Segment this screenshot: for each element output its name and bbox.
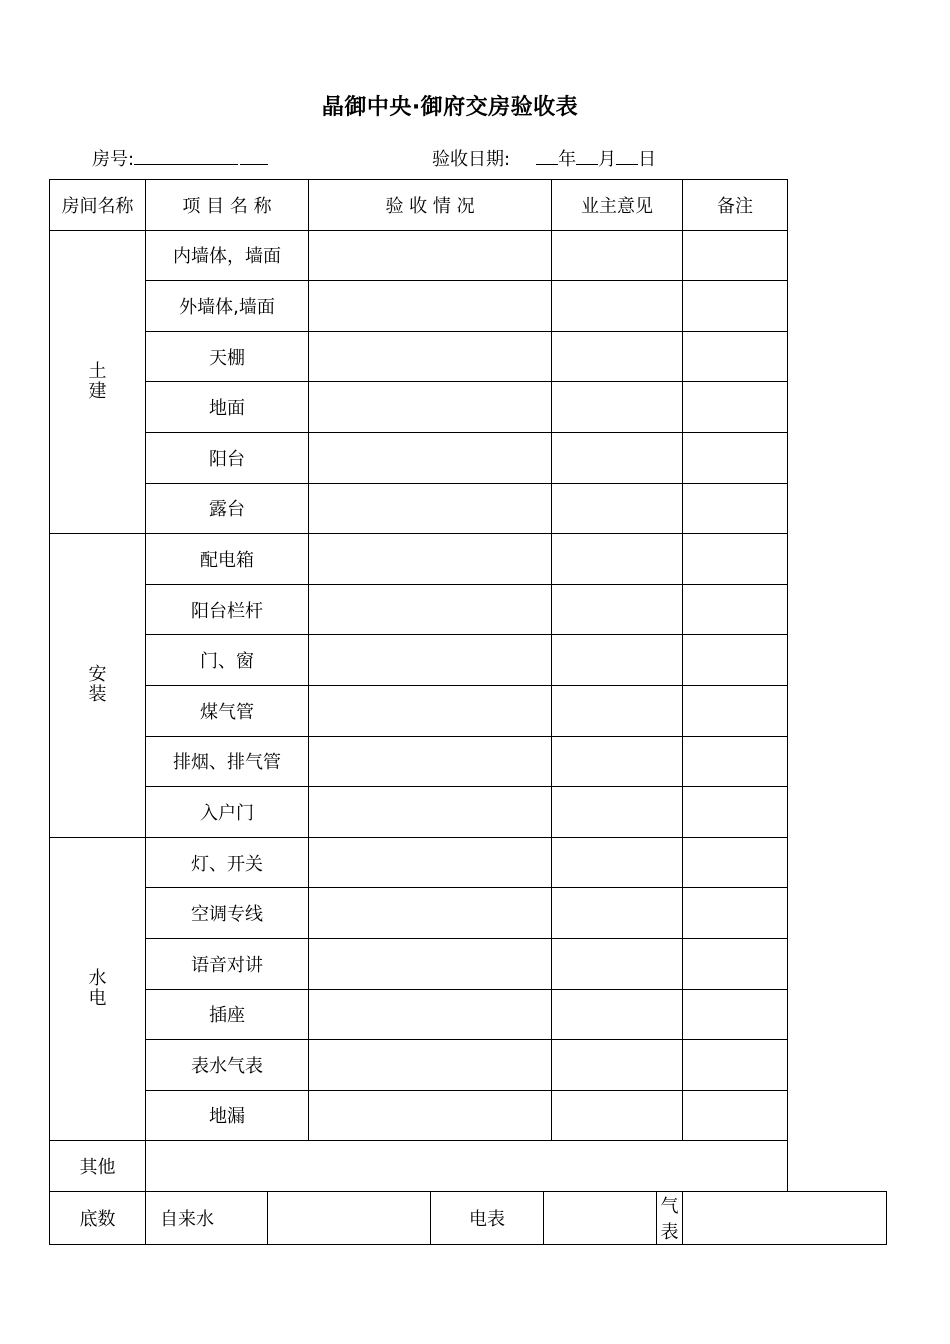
owner-opinion-cell[interactable] bbox=[552, 989, 683, 1040]
table-row bbox=[50, 382, 887, 433]
remarks-cell[interactable] bbox=[683, 1040, 788, 1091]
owner-opinion-cell[interactable] bbox=[552, 331, 683, 382]
owner-opinion-cell[interactable] bbox=[552, 584, 683, 635]
remarks-cell[interactable] bbox=[683, 432, 788, 483]
header-row bbox=[50, 180, 887, 231]
table-row bbox=[50, 230, 887, 281]
table-row bbox=[50, 534, 887, 585]
section-name-char: 电 bbox=[88, 988, 107, 1009]
remarks-cell[interactable] bbox=[683, 584, 788, 635]
table-row bbox=[50, 432, 887, 483]
inspection-table bbox=[49, 179, 887, 1245]
month-label: 月 bbox=[598, 149, 617, 170]
header-owner-opinion: 业主意见 bbox=[552, 180, 683, 231]
item-name: 排烟、排气管 bbox=[146, 736, 309, 787]
owner-opinion-cell[interactable] bbox=[552, 382, 683, 433]
page-title: 晶御中央·御府交房验收表 bbox=[321, 95, 579, 120]
inspection-cell[interactable] bbox=[309, 989, 552, 1040]
item-name: 空调专线 bbox=[146, 888, 309, 939]
owner-opinion-cell[interactable] bbox=[552, 281, 683, 332]
item-name: 天棚 bbox=[146, 331, 309, 382]
section-name-char: 土 bbox=[88, 360, 107, 382]
section-name-char: 建 bbox=[88, 380, 107, 402]
section-name bbox=[50, 837, 146, 1141]
other-cell[interactable] bbox=[146, 1141, 788, 1192]
inspection-cell[interactable] bbox=[309, 736, 552, 787]
inspection-cell[interactable] bbox=[309, 837, 552, 888]
item-name: 插座 bbox=[146, 989, 309, 1040]
owner-opinion-cell[interactable] bbox=[552, 534, 683, 585]
item-name: 阳台栏杆 bbox=[146, 584, 309, 635]
month-blank[interactable] bbox=[576, 146, 598, 165]
header-room-name: 房间名称 bbox=[50, 180, 146, 231]
meter-label: 底数 bbox=[50, 1191, 146, 1244]
water-meter-label: 自来水 bbox=[146, 1191, 268, 1244]
header-remarks: 备注 bbox=[683, 180, 788, 231]
remarks-cell[interactable] bbox=[683, 483, 788, 534]
table-row bbox=[50, 635, 887, 686]
owner-opinion-cell[interactable] bbox=[552, 787, 683, 838]
item-name: 外墙体,墙面 bbox=[146, 281, 309, 332]
gas-meter-label: 气表 bbox=[657, 1191, 683, 1244]
room-number-blank[interactable] bbox=[134, 146, 238, 165]
item-name: 灯、开关 bbox=[146, 837, 309, 888]
item-name: 语音对讲 bbox=[146, 938, 309, 989]
other-label: 其他 bbox=[50, 1141, 146, 1192]
owner-opinion-cell[interactable] bbox=[552, 635, 683, 686]
item-name: 配电箱 bbox=[146, 534, 309, 585]
remarks-cell[interactable] bbox=[683, 534, 788, 585]
electric-meter-label: 电表 bbox=[431, 1191, 544, 1244]
remarks-cell[interactable] bbox=[683, 382, 788, 433]
table-row bbox=[50, 938, 887, 989]
item-name: 露台 bbox=[146, 483, 309, 534]
owner-opinion-cell[interactable] bbox=[552, 1090, 683, 1141]
inspection-cell[interactable] bbox=[309, 1090, 552, 1141]
owner-opinion-cell[interactable] bbox=[552, 938, 683, 989]
remarks-cell[interactable] bbox=[683, 1090, 788, 1141]
table-row bbox=[50, 888, 887, 939]
remarks-cell[interactable] bbox=[683, 837, 788, 888]
table-row bbox=[50, 281, 887, 332]
room-number-field bbox=[92, 145, 268, 171]
remarks-cell[interactable] bbox=[683, 331, 788, 382]
item-name: 表水气表 bbox=[146, 1040, 309, 1091]
remarks-cell[interactable] bbox=[683, 281, 788, 332]
room-number-blank-2[interactable] bbox=[240, 146, 268, 165]
owner-opinion-cell[interactable] bbox=[552, 888, 683, 939]
item-name: 门、窗 bbox=[146, 635, 309, 686]
remarks-cell[interactable] bbox=[683, 685, 788, 736]
remarks-cell[interactable] bbox=[683, 888, 788, 939]
inspection-date-label: 验收日期: bbox=[432, 149, 511, 170]
table-row bbox=[50, 989, 887, 1040]
inspection-cell[interactable] bbox=[309, 534, 552, 585]
table-row bbox=[50, 837, 887, 888]
owner-opinion-cell[interactable] bbox=[552, 432, 683, 483]
inspection-cell[interactable] bbox=[309, 938, 552, 989]
owner-opinion-cell[interactable] bbox=[552, 736, 683, 787]
section-name-char: 装 bbox=[88, 684, 107, 706]
inspection-date-field bbox=[432, 145, 656, 171]
table-row bbox=[50, 1090, 887, 1141]
item-name: 阳台 bbox=[146, 432, 309, 483]
remarks-cell[interactable] bbox=[683, 938, 788, 989]
electric-meter-value[interactable] bbox=[544, 1191, 657, 1244]
other-row bbox=[50, 1141, 887, 1192]
inspection-cell[interactable] bbox=[309, 685, 552, 736]
meter-row bbox=[50, 1191, 887, 1244]
table-row bbox=[50, 584, 887, 635]
owner-opinion-cell[interactable] bbox=[552, 483, 683, 534]
inspection-cell[interactable] bbox=[309, 483, 552, 534]
section-name bbox=[50, 230, 146, 534]
year-blank[interactable] bbox=[536, 146, 558, 165]
remarks-cell[interactable] bbox=[683, 989, 788, 1040]
table-row bbox=[50, 787, 887, 838]
header-inspection: 验 收 情 况 bbox=[309, 180, 552, 231]
table-row bbox=[50, 685, 887, 736]
owner-opinion-cell[interactable] bbox=[552, 1040, 683, 1091]
section-name-char: 安 bbox=[88, 664, 107, 686]
remarks-cell[interactable] bbox=[683, 230, 788, 281]
table-row bbox=[50, 483, 887, 534]
inspection-cell[interactable] bbox=[309, 787, 552, 838]
remarks-cell[interactable] bbox=[683, 736, 788, 787]
inspection-cell[interactable] bbox=[309, 635, 552, 686]
remarks-cell[interactable] bbox=[683, 787, 788, 838]
inspection-cell[interactable] bbox=[309, 331, 552, 382]
inspection-cell[interactable] bbox=[309, 230, 552, 281]
inspection-cell[interactable] bbox=[309, 382, 552, 433]
remarks-cell[interactable] bbox=[683, 635, 788, 686]
item-name: 煤气管 bbox=[146, 685, 309, 736]
gas-meter-value[interactable] bbox=[683, 1191, 887, 1244]
item-name: 内墙体，墙面 bbox=[146, 230, 309, 281]
item-name: 地面 bbox=[146, 382, 309, 433]
inspection-cell[interactable] bbox=[309, 281, 552, 332]
inspection-cell[interactable] bbox=[309, 888, 552, 939]
owner-opinion-cell[interactable] bbox=[552, 837, 683, 888]
item-name: 地漏 bbox=[146, 1090, 309, 1141]
water-meter-value[interactable] bbox=[268, 1191, 431, 1244]
section-name bbox=[50, 534, 146, 838]
table-row bbox=[50, 736, 887, 787]
table-row bbox=[50, 1040, 887, 1091]
header-item-name: 项 目 名 称 bbox=[146, 180, 309, 231]
section-name-char: 水 bbox=[88, 968, 107, 989]
table-row bbox=[50, 331, 887, 382]
inspection-cell[interactable] bbox=[309, 432, 552, 483]
room-number-label: 房号: bbox=[92, 149, 135, 170]
inspection-cell[interactable] bbox=[309, 1040, 552, 1091]
year-label: 年 bbox=[558, 149, 577, 170]
owner-opinion-cell[interactable] bbox=[552, 230, 683, 281]
item-name: 入户门 bbox=[146, 787, 309, 838]
inspection-cell[interactable] bbox=[309, 584, 552, 635]
day-blank[interactable] bbox=[616, 146, 638, 165]
day-label: 日 bbox=[638, 149, 657, 170]
owner-opinion-cell[interactable] bbox=[552, 685, 683, 736]
